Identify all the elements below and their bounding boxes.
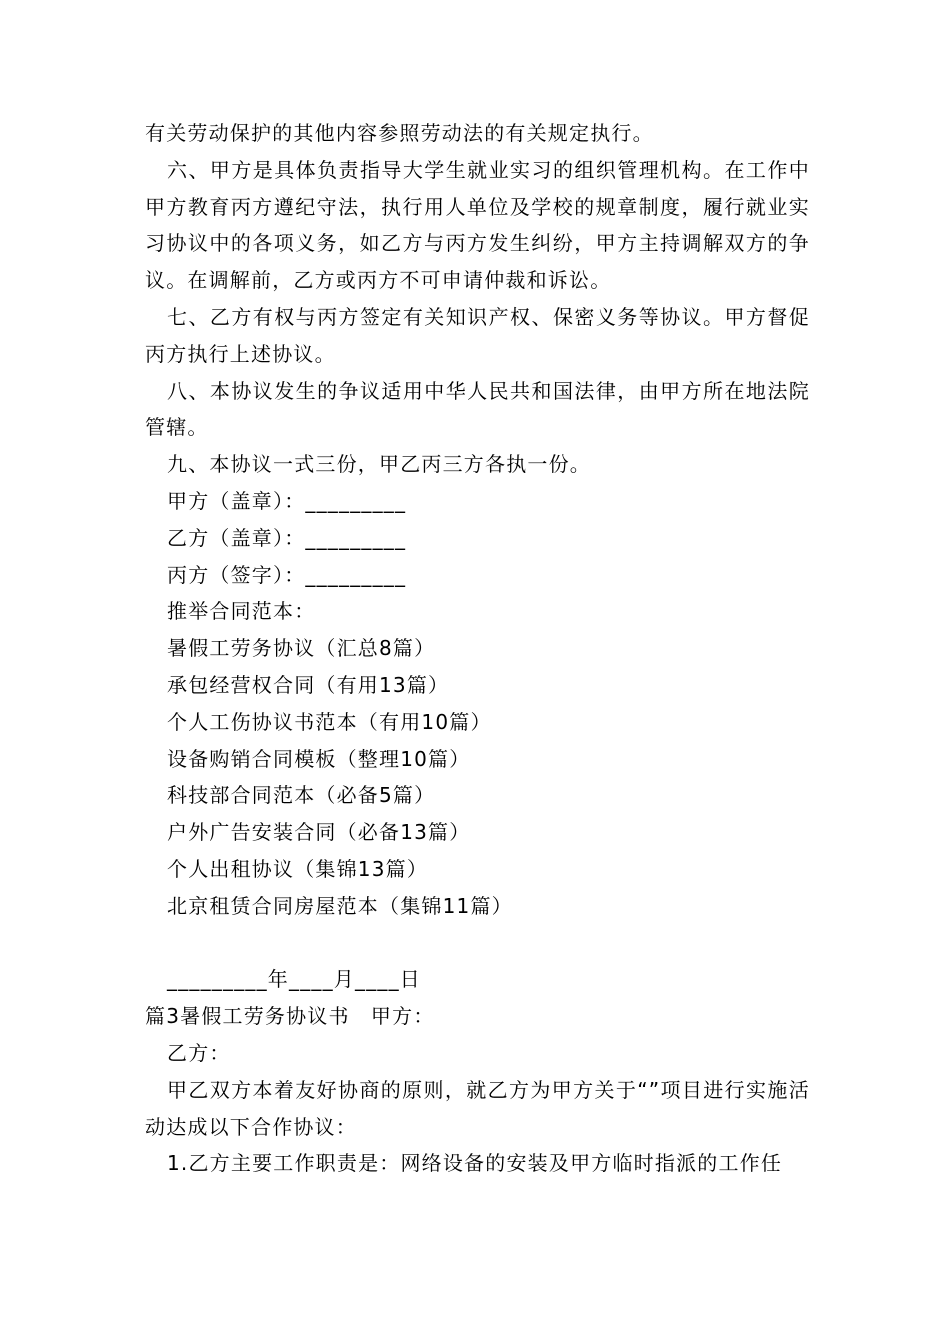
recommended-template-item: 北京租赁合同房屋范本（集锦11篇）: [167, 893, 513, 918]
recommended-template-item: 个人出租协议（集锦13篇）: [167, 856, 429, 881]
recommended-template-item: 承包经营权合同（有用13篇）: [167, 672, 450, 697]
paragraph-clause-6: 六、甲方是具体负责指导大学生就业实习的组织管理机构。在工作中甲方教育丙方遵纪守法，执行用人单位及学校的规章制度，履行就业实习协议中的各项义务，如乙方与丙方发生纠纷，甲方主持调解双方的争议。在调解前，乙方或丙方不可申请仲裁和诉讼。: [145, 157, 810, 293]
document-body: [145, 115, 810, 1182]
signature-party-c: 丙方（签字）：_________: [167, 562, 407, 587]
party-b-label: 乙方：: [167, 1040, 231, 1065]
paragraph-clause-8: 八、本协议发生的争议适用中华人民共和国法律，由甲方所在地法院管辖。: [145, 378, 810, 440]
agreement-intro: 甲乙双方本着友好协商的原则，就乙方为甲方关于“”项目进行实施活动达成以下合作协议：: [145, 1077, 810, 1139]
recommended-templates-heading: 推举合同范本：: [167, 599, 316, 624]
blank-line: [145, 925, 810, 962]
recommended-template-item: 科技部合同范本（必备5篇）: [167, 783, 436, 808]
paragraph-clause-7: 七、乙方有权与丙方签定有关知识产权、保密义务等协议。甲方督促丙方执行上述协议。: [145, 304, 810, 366]
section-heading: 篇3暑假工劳务协议书 甲方：: [145, 1004, 435, 1029]
date-line: _________年____月____日: [167, 967, 421, 992]
recommended-template-item: 暑假工劳务协议（汇总8篇）: [167, 636, 436, 661]
paragraph-clause-9: 九、本协议一式三份，甲乙丙三方各执一份。: [167, 452, 591, 477]
clause-item-1: 1.乙方主要工作职责是：网络设备的安装及甲方临时指派的工作任: [167, 1151, 783, 1176]
recommended-template-item: 个人工伤协议书范本（有用10篇）: [167, 709, 492, 734]
signature-party-b: 乙方（盖章）：_________: [167, 525, 407, 550]
paragraph-labor-protection: 有关劳动保护的其他内容参照劳动法的有关规定执行。: [145, 121, 654, 145]
signature-party-a: 甲方（盖章）：_________: [167, 488, 407, 513]
recommended-template-item: 设备购销合同模板（整理10篇）: [167, 746, 471, 771]
recommended-template-item: 户外广告安装合同（必备13篇）: [167, 820, 471, 845]
